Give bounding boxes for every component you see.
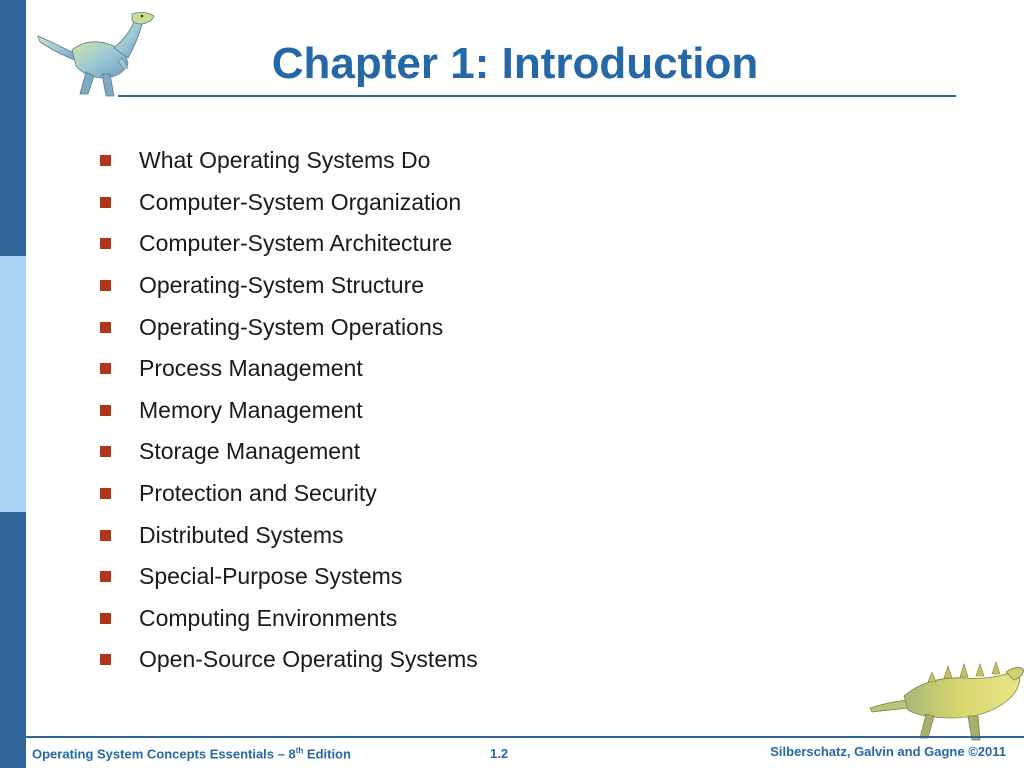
footer-book-prefix: Operating System Concepts Essentials – 8 <box>32 746 296 762</box>
list-item <box>100 140 478 182</box>
list-item <box>100 348 478 390</box>
square-bullet-icon <box>100 197 111 208</box>
bullet-list <box>100 140 478 681</box>
bullet-text: Special-Purpose Systems <box>139 563 403 590</box>
bullet-text: Operating-System Structure <box>139 272 425 299</box>
sidebar-band-dark-bottom <box>0 512 26 768</box>
square-bullet-icon <box>100 571 111 582</box>
title-divider <box>118 95 956 97</box>
bullet-text: Distributed Systems <box>139 521 344 548</box>
square-bullet-icon <box>100 280 111 291</box>
footer-book-title <box>32 746 351 761</box>
bullet-text: Computer-System Architecture <box>139 230 453 257</box>
bullet-text: Memory Management <box>139 396 363 423</box>
bullet-text: Computing Environments <box>139 604 398 631</box>
bullet-text: Operating-System Operations <box>139 313 444 340</box>
bullet-text: Protection and Security <box>139 480 377 507</box>
footer-book-suffix: Edition <box>303 746 351 762</box>
list-item <box>100 473 478 515</box>
square-bullet-icon <box>100 613 111 624</box>
list-item <box>100 556 478 598</box>
list-item <box>100 598 478 640</box>
square-bullet-icon <box>100 654 111 665</box>
square-bullet-icon <box>100 363 111 374</box>
sidebar-stripe <box>0 0 26 768</box>
list-item <box>100 223 478 265</box>
sidebar-band-light <box>0 256 26 512</box>
sidebar-band-dark-top <box>0 0 26 256</box>
footer-copyright: Silberschatz, Galvin and Gagne ©2011 <box>770 744 1006 759</box>
bullet-text: Open-Source Operating Systems <box>139 646 478 673</box>
bullet-text: What Operating Systems Do <box>139 147 431 174</box>
square-bullet-icon <box>100 322 111 333</box>
bullet-text: Process Management <box>139 355 363 382</box>
square-bullet-icon <box>100 488 111 499</box>
list-item <box>100 306 478 348</box>
footer-divider <box>26 736 1024 738</box>
square-bullet-icon <box>100 530 111 541</box>
dinosaur-icon <box>36 6 158 98</box>
list-item <box>100 182 478 224</box>
page-title: Chapter 1: Introduction <box>271 39 759 88</box>
bullet-text: Computer-System Organization <box>139 188 462 215</box>
square-bullet-icon <box>100 238 111 249</box>
bullet-text: Storage Management <box>139 438 361 465</box>
list-item <box>100 431 478 473</box>
list-item <box>100 639 478 681</box>
list-item <box>100 514 478 556</box>
dinosaur-icon <box>868 656 1024 742</box>
square-bullet-icon <box>100 155 111 166</box>
list-item <box>100 390 478 432</box>
page-number: 1.2 <box>490 746 509 761</box>
footer-book-superscript: th <box>295 746 304 755</box>
square-bullet-icon <box>100 446 111 457</box>
square-bullet-icon <box>100 405 111 416</box>
list-item <box>100 265 478 307</box>
